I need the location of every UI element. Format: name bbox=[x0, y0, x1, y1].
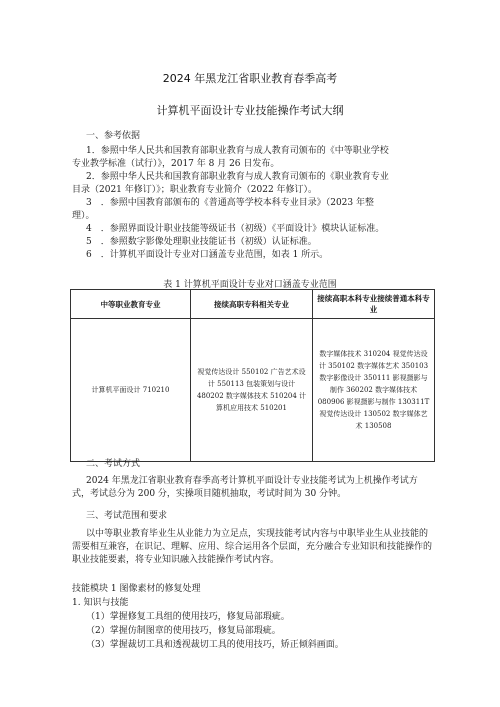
table-header-row bbox=[71, 290, 435, 319]
module1-item: （1）掌握修复工具组的使用技巧，修复局部瑕疵。 bbox=[86, 612, 290, 622]
section1-heading: 一、参考依据 bbox=[86, 131, 141, 141]
module1-item: （3）掌握裁切工具和透视裁切工具的使用技巧，矫正倾斜画面。 bbox=[86, 640, 344, 650]
table-header-cell: 接续高职本科专业接续普通本科专业 bbox=[313, 290, 435, 319]
ref-line-4: 4 ．参照界面设计职业技能等级证书（初级）《平面设计》模块认证标准。 bbox=[86, 224, 385, 234]
document-title: 2024 年黑龙江省职业教育春季高考 bbox=[162, 72, 338, 85]
section2-text: 2024 年黑龙江省职业教育春季高考计算机平面设计专业技能考试为上机操作考试方式，考试总分为 200 分，实操项目随机抽取，考试时间为 30 分钟。 bbox=[72, 476, 418, 499]
table-cell-undergraduate-major: 数字媒体技术 310204 视觉传达设计 350102 数字媒体艺术 350103 数字影像设计 350111 影视摄影与制作 360202 数字媒体技术 080906 影视摄影与制作 130311T 视觉传达设计 130502 数字媒体艺术 130508 bbox=[313, 319, 435, 462]
ref-line-2a: 2．参照中华人民共和国教育部职业教育与成人教育司颁布的《职业教育专业 bbox=[86, 172, 389, 182]
document-subtitle: 计算机平面设计专业技能操作考试大纲 bbox=[156, 104, 344, 117]
ref-line-1b: 专业教学标准（试行）》，2017 年 8 月 26 日发布。 bbox=[72, 159, 280, 169]
table-cell-secondary-major: 计算机平面设计 710210 bbox=[71, 319, 191, 462]
table-header-cell: 中等职业教育专业 bbox=[71, 290, 191, 319]
module1-item: （2）掌握仿制图章的使用技巧，修复局部瑕疵。 bbox=[86, 626, 281, 636]
ref-line-2b: 目录（2021 年修订）》；职业教育专业简介（2022 年修订）。 bbox=[72, 185, 318, 195]
module1-subtitle: 1. 知识与技能 bbox=[72, 598, 129, 608]
table-header-cell: 接续高职专科相关专业 bbox=[191, 290, 313, 319]
section2-heading: 二、考试方式 bbox=[86, 459, 141, 469]
table-caption: 表 1 计算机平面设计专业对口涵盖专业范围 bbox=[163, 280, 337, 290]
section3-heading: 三、考试范围和要求 bbox=[86, 511, 168, 521]
table-row bbox=[71, 319, 435, 462]
ref-line-1a: 1．参照中华人民共和国教育部职业教育与成人教育司颁布的《中等职业学校 bbox=[86, 146, 389, 156]
ref-line-3a: 3 ．参照中国教育部颁布的《普通高等学校本科专业目录》（2023 年整 bbox=[86, 198, 374, 208]
ref-line-6: 6 ．计算机平面设计专业对口涵盖专业范围，如表 1 所示。 bbox=[86, 250, 329, 260]
module1-title: 技能模块 1 图像素材的修复处理 bbox=[72, 584, 201, 594]
section3-text: 以中等职业教育毕业生从业能力为立足点，实现技能考试内容与中职毕业生从业技能的需要相互兼容，在识记、理解、应用、综合运用各个层面，充分融合专业知识和技能操作的职业技能要素，将专业知识融入技能操作考试内容。 bbox=[72, 529, 433, 565]
major-coverage-table bbox=[70, 289, 435, 462]
table-cell-higher-vocational-major: 视觉传达设计 550102 广告艺术设计 550113 包装策划与设计 480202 数字媒体技术 510204 计算机应用技术 510201 bbox=[191, 319, 313, 462]
ref-line-3b: 理）。 bbox=[72, 211, 95, 221]
ref-line-5: 5 ．参照数字影像处理职业技能证书（初级）认证标准。 bbox=[86, 237, 317, 247]
